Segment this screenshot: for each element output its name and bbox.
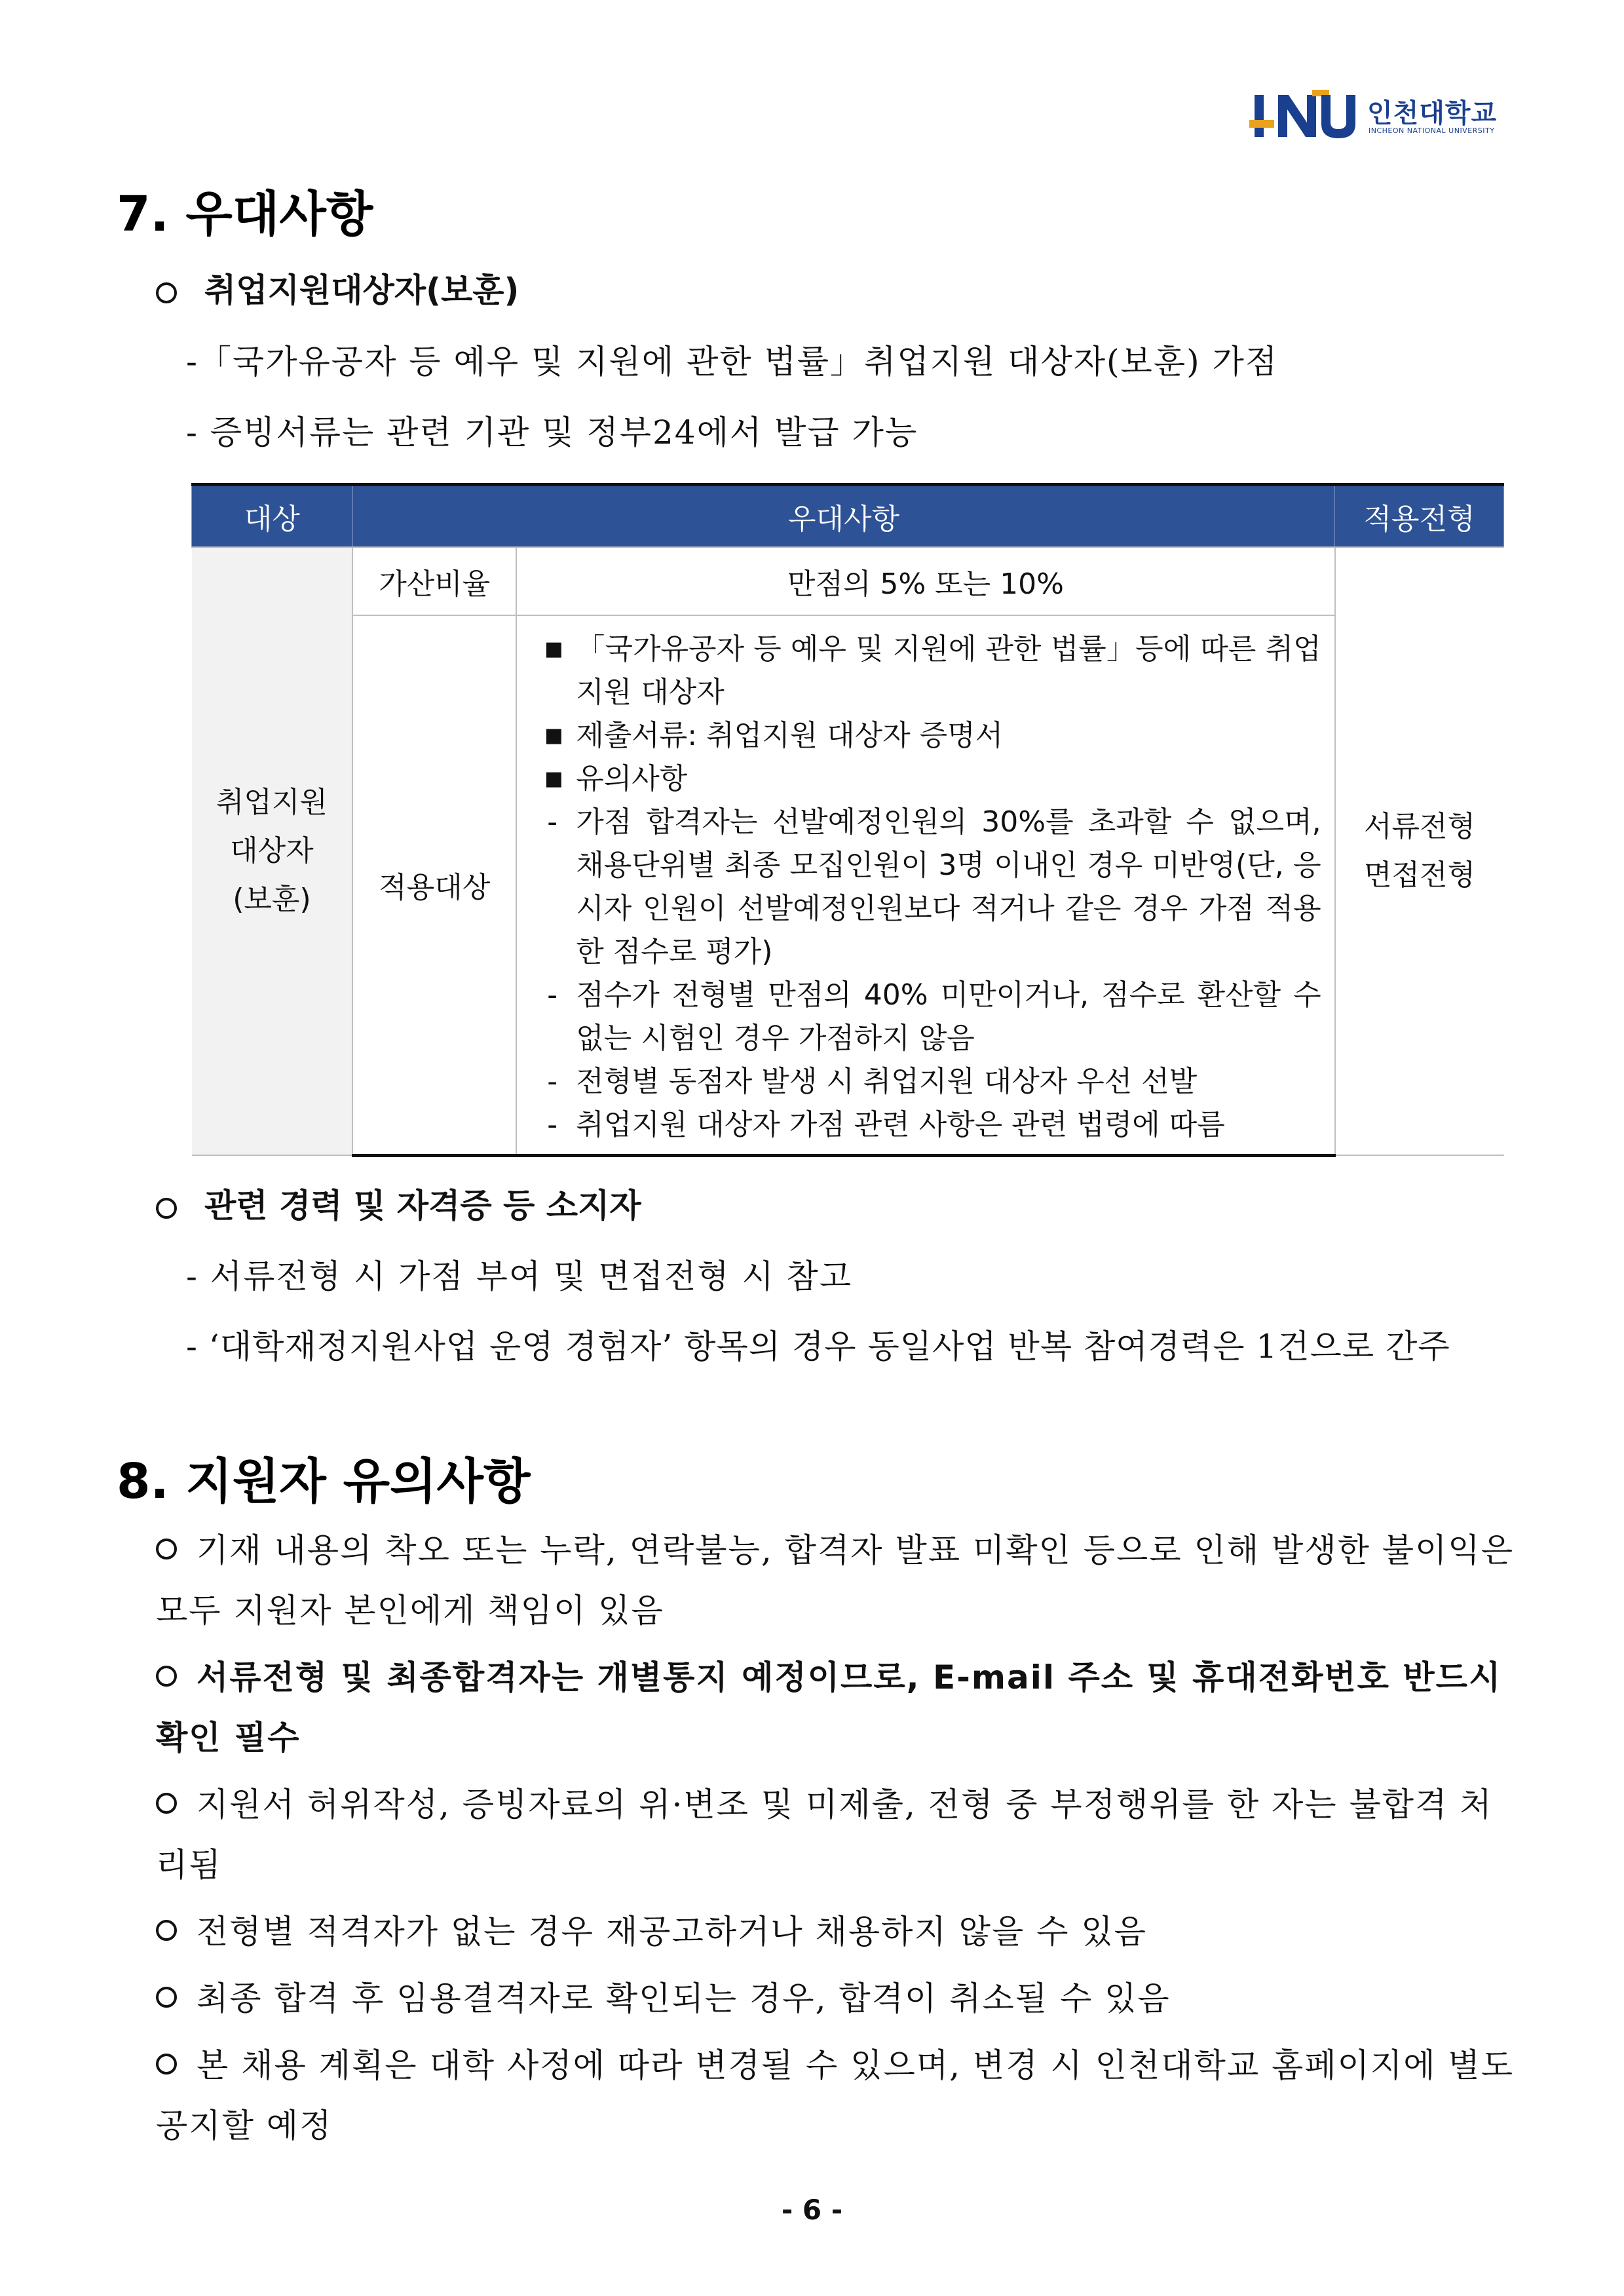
section-7-title: 7. 우대사항 (117, 186, 373, 242)
square-bullet-icon: ■ (544, 767, 563, 791)
logo-english-name: INCHEON NATIONAL UNIVERSITY (1369, 126, 1495, 135)
note-item: - 취업지원 대상자 가점 관련 사항은 관련 법령에 따름 (547, 1108, 1225, 1142)
dash-line: - ‘대학재정지원사업 운영 경험자’ 항목의 경우 동일사업 반복 참여경력은 1건으로 간주 (186, 1328, 1450, 1366)
circle-bullet-icon (156, 2054, 177, 2075)
target-line: (보훈) (233, 883, 311, 916)
note-item: - 전형별 동점자 발생 시 취업지원 대상자 우선 선발 (547, 1065, 1198, 1099)
circle-bullet-icon (156, 1666, 177, 1687)
notice-item: 최종 합격 후 임용결격자로 확인되는 경우, 합격이 취소될 수 있음 (156, 1968, 1519, 2029)
note-item: - 점수가 전형별 만점의 40% 미만이거나, 점수로 환산할 수 없는 시험인 경우 가점하지 않음 (547, 978, 1321, 1056)
bullet-item: ■ 「국가유공자 등 예우 및 지원에 관한 법률」등에 따른 취업지원 대상자 (544, 628, 1321, 714)
target-cell (192, 547, 353, 1155)
square-bullet-icon: ■ (544, 724, 563, 748)
inu-logo-mark-icon (1248, 88, 1359, 141)
target-line: 취업지원 (216, 786, 328, 819)
page-number: - 6 - (781, 2194, 843, 2226)
header-apply: 적용전형 (1335, 485, 1504, 548)
apply-line: 서류전형 (1364, 810, 1476, 843)
applicable-detail (516, 615, 1334, 1155)
dash-line: - 증빙서류는 관련 기관 및 정부24에서 발급 가능 (186, 413, 918, 451)
square-bullet-icon: ■ (544, 638, 563, 661)
applicable-label: 적용대상 (352, 615, 516, 1155)
apply-line: 면접전형 (1364, 858, 1476, 892)
bullet-item: ■ 제출서류: 취업지원 대상자 증명서 (544, 714, 1321, 757)
university-logo (1248, 88, 1523, 141)
sub-heading-veterans (156, 264, 519, 311)
notice-item-emphasis: 서류전형 및 최종합격자는 개별통지 예정이므로, E-mail 주소 및 휴대전화번호 반드시 확인 필수 (156, 1658, 1502, 1757)
notice-item: 기재 내용의 착오 또는 누락, 연락불능, 합격자 발표 미확인 등으로 인해 발생한 불이익은 모두 지원자 본인에게 책임이 있음 (156, 1531, 1515, 1630)
circle-bullet-icon (156, 1539, 177, 1559)
sub-heading-veterans-text: 취업지원대상자(보훈) (204, 271, 519, 309)
apply-cell (1335, 547, 1504, 1155)
header-benefit: 우대사항 (352, 485, 1334, 548)
dash-line: - 서류전형 시 가점 부여 및 면접전형 시 참고 (186, 1257, 853, 1295)
target-line: 대상자 (230, 834, 314, 868)
circle-bullet-icon (156, 1793, 177, 1814)
circle-bullet-icon (156, 1920, 177, 1941)
bonus-ratio-label: 가산비율 (352, 547, 516, 615)
header-target: 대상 (192, 485, 353, 548)
circle-bullet-icon (156, 1987, 177, 2008)
notice-item: 본 채용 계획은 대학 사정에 따라 변경될 수 있으며, 변경 시 인천대학교 홈페이지에 별도 공지할 예정 (156, 2046, 1515, 2145)
circle-bullet-icon (156, 1198, 177, 1219)
sub-heading-career-text: 관련 경력 및 자격증 등 소지자 (204, 1187, 641, 1225)
circle-bullet-icon (156, 282, 177, 303)
section-8-title: 8. 지원자 유의사항 (117, 1453, 531, 1510)
benefit-table (191, 483, 1504, 1157)
bonus-ratio-value: 만점의 5% 또는 10% (516, 547, 1334, 615)
notice-item: 전형별 적격자가 없는 경우 재공고하거나 채용하지 않을 수 있음 (156, 1902, 1519, 1962)
notice-item: 지원서 허위작성, 증빙자료의 위·변조 및 미제출, 전형 중 부정행위를 한 자는 불합격 처리됨 (156, 1786, 1493, 1884)
note-item: - 가점 합격자는 선발예정인원의 30%를 초과할 수 없으며, 채용단위별 최종 모집인원이 3명 이내인 경우 미반영(단, 응시자 인원이 선발예정인원보다 적거나 같은 경우 가점 적용한 점수로 평가) (547, 805, 1321, 969)
notice-list (156, 1520, 1519, 2156)
bullet-item: ■ 유의사항 (544, 757, 1321, 801)
dash-line: -「국가유공자 등 예우 및 지원에 관한 법률」취업지원 대상자(보훈) 가점 (186, 343, 1279, 381)
sub-heading-career (156, 1179, 641, 1227)
logo-korean-name: 인천대학교 (1367, 98, 1498, 128)
